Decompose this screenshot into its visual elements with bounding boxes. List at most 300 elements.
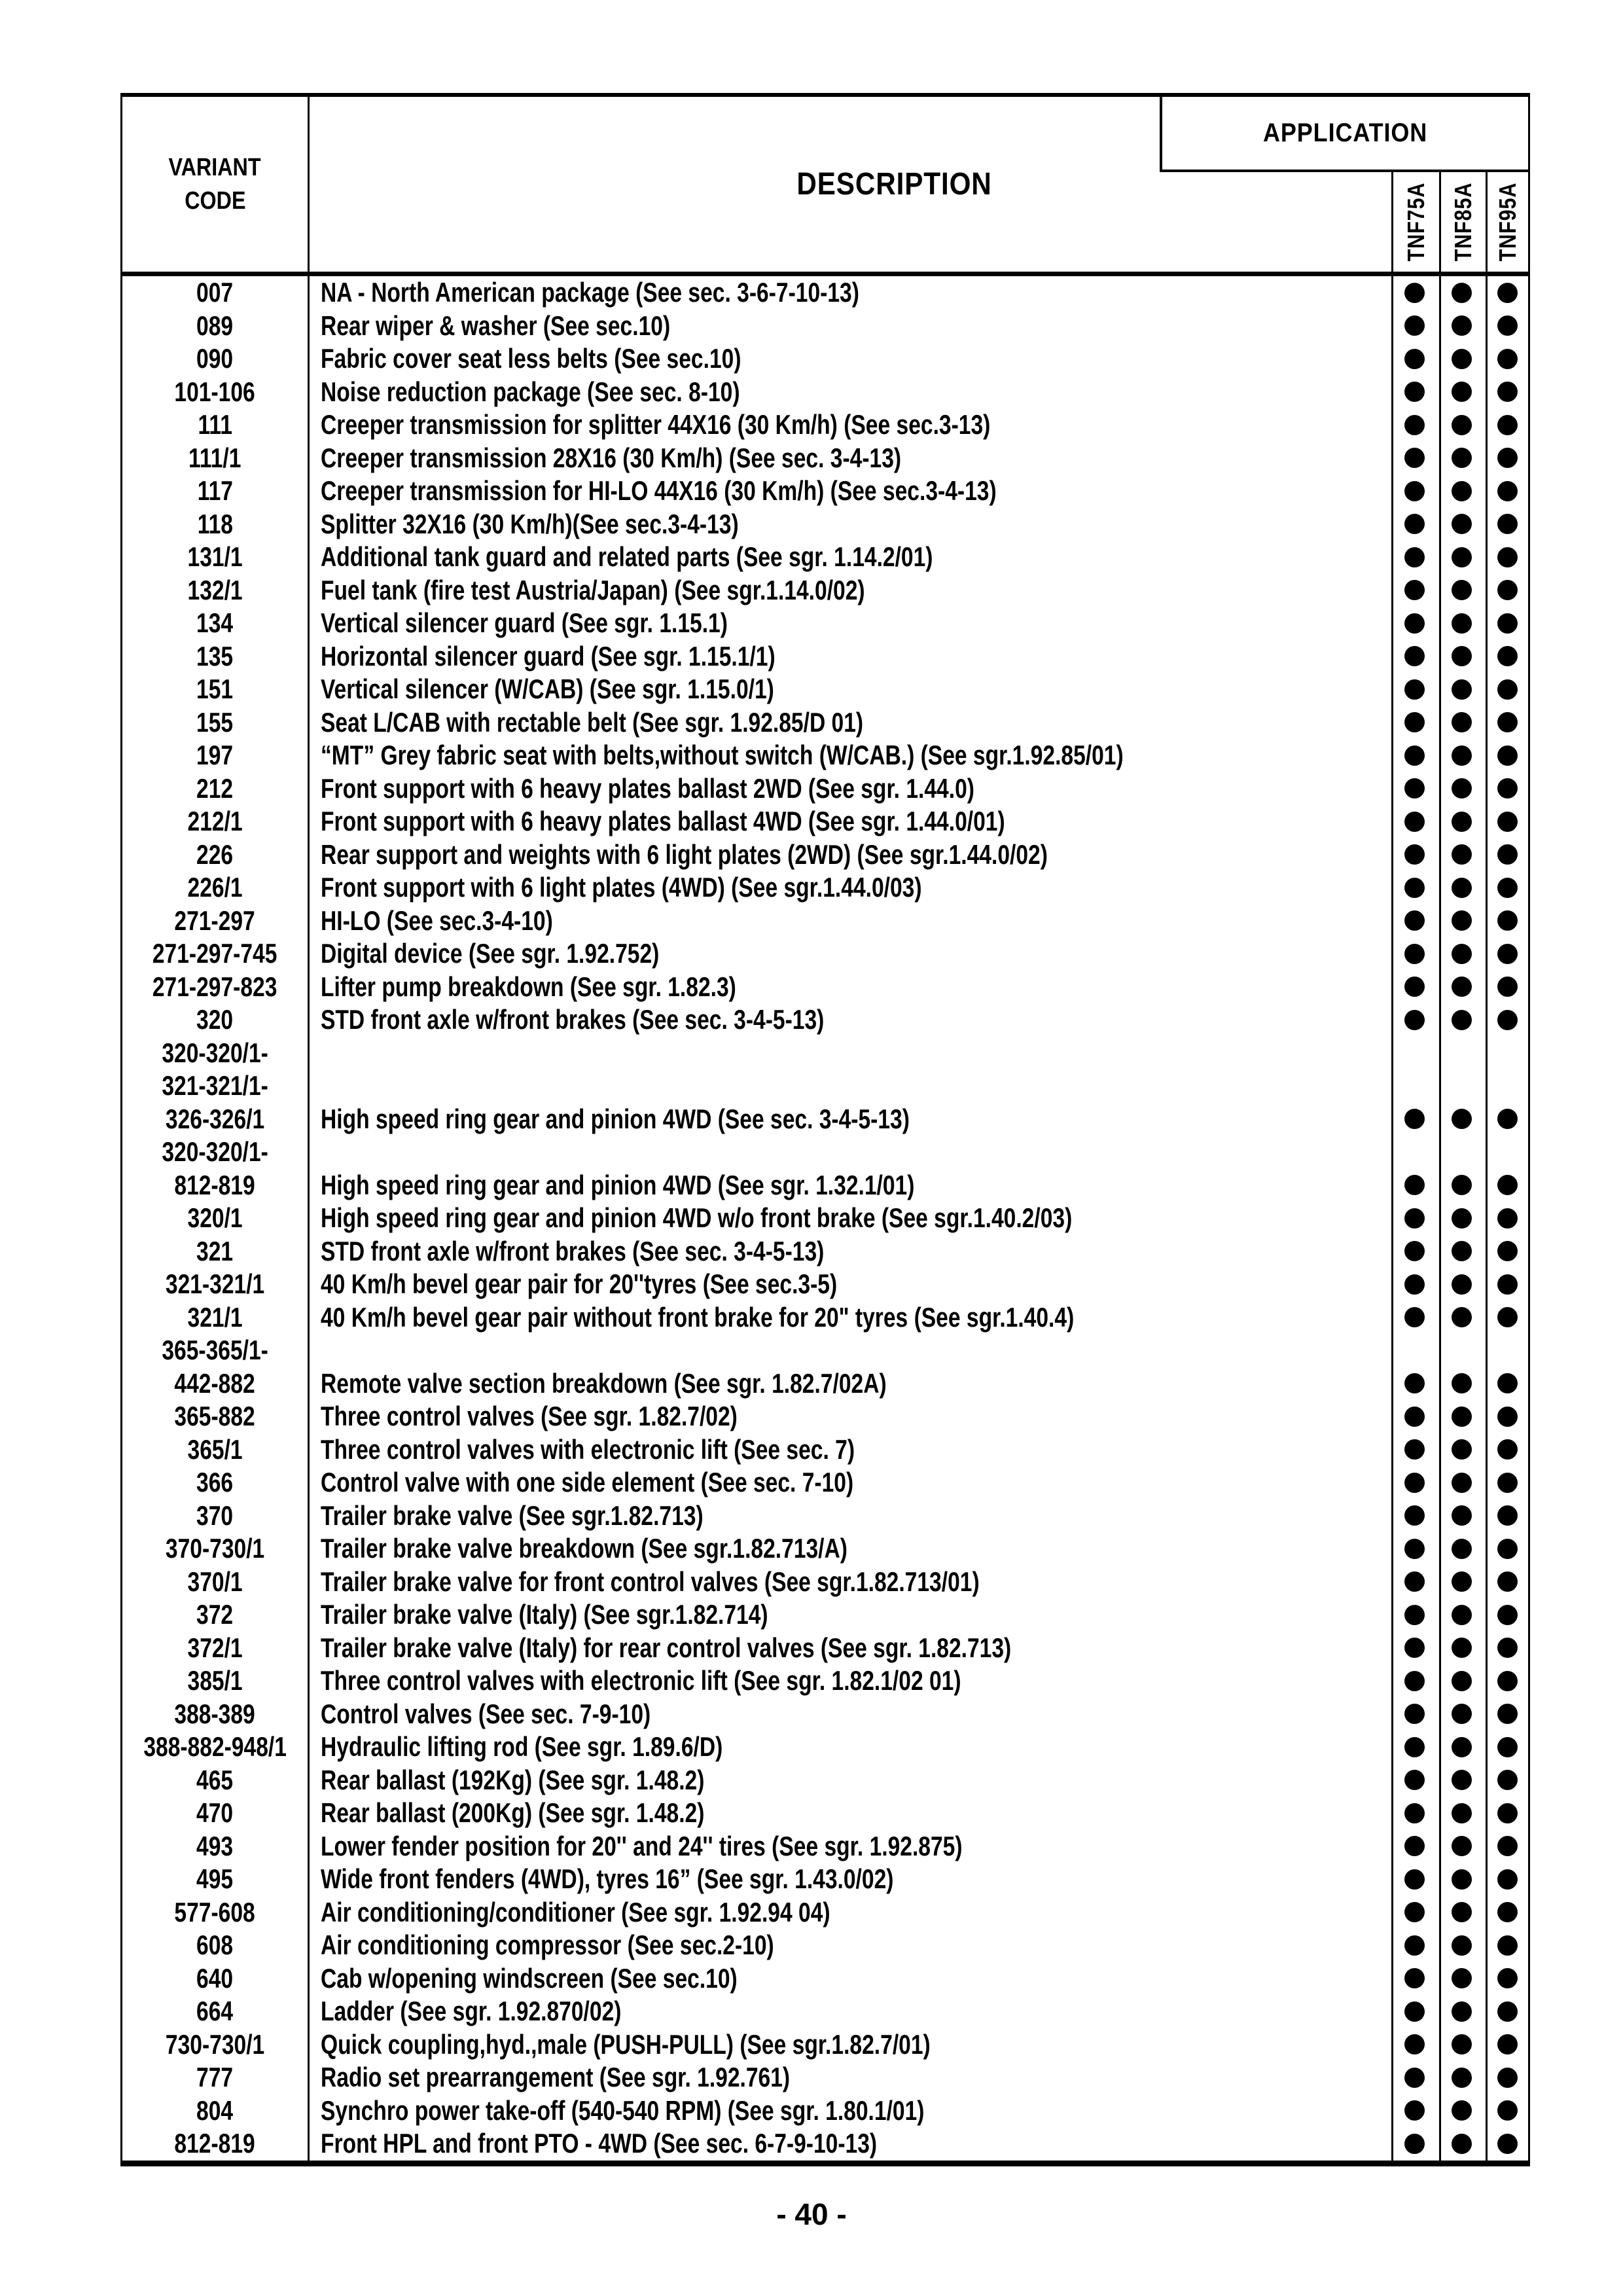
table-row <box>122 1698 1528 1731</box>
description-cell <box>321 838 1384 872</box>
variant-code-text: 777 <box>196 2062 234 2092</box>
table-row <box>122 574 1528 607</box>
application-dot-tnf75a <box>1404 283 1425 303</box>
application-dot-tnf85a <box>1452 547 1472 567</box>
variant-code-cell <box>122 1268 308 1301</box>
application-dot-tnf85a <box>1452 1010 1472 1030</box>
application-dot-tnf85a <box>1452 1605 1472 1625</box>
description-cell <box>321 1003 1384 1037</box>
variant-code-text: 320-320/1- <box>162 1136 268 1167</box>
application-dot-tnf85a <box>1452 878 1472 898</box>
application-dot-tnf75a <box>1404 1803 1425 1823</box>
description-header-label: DESCRIPTION <box>796 167 993 202</box>
table-row <box>122 937 1528 971</box>
description-text: Front support with 6 heavy plates ballast 4WD (See sgr. 1.44.0/01) <box>321 806 1005 836</box>
application-dot-tnf85a <box>1452 1935 1472 1956</box>
variant-code-text: 493 <box>196 1830 234 1861</box>
application-dot-tnf95a <box>1497 646 1518 666</box>
description-text: Synchro power take-off (540-540 RPM) (See sgr. 1.80.1/01) <box>321 2094 925 2126</box>
application-dot-tnf75a <box>1404 1737 1425 1757</box>
variant-code-text: 320/1 <box>187 1202 243 1233</box>
variant-code-cell <box>122 971 308 1004</box>
variant-code-cell <box>122 739 308 772</box>
variant-code-text: 118 <box>197 508 233 539</box>
variant-code-cell <box>122 905 308 938</box>
application-dot-tnf75a <box>1404 646 1425 666</box>
application-dot-tnf85a <box>1452 944 1472 964</box>
table-row <box>122 673 1528 706</box>
application-dot-tnf85a <box>1452 1505 1472 1526</box>
application-dot-tnf85a <box>1452 712 1472 732</box>
variant-code-text: 321-321/1 <box>165 1268 265 1299</box>
application-dot-tnf85a <box>1452 910 1472 931</box>
description-cell <box>321 541 1384 574</box>
variant-code-text: 372/1 <box>187 1632 243 1663</box>
variant-code-text: 320-320/1- <box>162 1037 268 1068</box>
description-cell <box>321 673 1384 706</box>
description-text: Trailer brake valve for front control valves (See sgr.1.82.713/01) <box>321 1566 980 1597</box>
table-row <box>122 310 1528 343</box>
application-dot-tnf95a <box>1497 283 1518 303</box>
description-text: NA - North American package (See sec. 3-6-7-10-13) <box>321 277 859 308</box>
variant-code-text: 577-608 <box>174 1896 256 1928</box>
description-cell <box>321 1334 1384 1367</box>
description-text: Lifter pump breakdown (See sgr. 1.82.3) <box>321 971 736 1002</box>
application-dot-tnf95a <box>1497 514 1518 534</box>
application-dot-tnf95a <box>1497 1539 1518 1559</box>
variant-code-text: 365-365/1- <box>162 1335 268 1365</box>
description-cell <box>321 1202 1384 1235</box>
description-text: Seat L/CAB with rectable belt (See sgr. 1.92.85/D 01) <box>321 706 864 738</box>
variant-code-text: 812-819 <box>174 2128 256 2159</box>
description-cell <box>321 1731 1384 1764</box>
description-cell <box>321 607 1384 640</box>
variant-code-cell <box>122 376 308 409</box>
application-dot-tnf85a <box>1452 613 1472 634</box>
application-header <box>1162 97 1528 170</box>
description-text: Control valve with one side element (See sec. 7-10) <box>321 1467 854 1498</box>
application-dot-tnf95a <box>1497 1407 1518 1427</box>
description-text: Front support with 6 heavy plates ballast 2WD (See sgr. 1.44.0) <box>321 772 974 804</box>
table-row <box>122 1466 1528 1499</box>
table-row <box>122 1400 1528 1433</box>
table-row <box>122 1797 1528 1830</box>
application-dot-tnf85a <box>1452 1638 1472 1658</box>
model-header-tnf85a <box>1441 172 1486 272</box>
description-text: 40 Km/h bevel gear pair without front brake for 20" tyres (See sgr.1.40.4) <box>321 1301 1075 1333</box>
application-dot-tnf75a <box>1404 1407 1425 1427</box>
variant-code-text: 271-297-745 <box>152 938 277 969</box>
application-dot-tnf85a <box>1452 1571 1472 1592</box>
variant-code-text: 321 <box>196 1235 234 1266</box>
description-cell <box>321 1929 1384 1962</box>
table-row <box>122 1962 1528 1996</box>
table-row <box>122 838 1528 872</box>
variant-code-cell <box>122 1169 308 1202</box>
variant-code-text: 804 <box>196 2094 234 2126</box>
application-dot-tnf85a <box>1452 1439 1472 1460</box>
table-row <box>122 1334 1528 1367</box>
application-dot-tnf75a <box>1404 514 1425 534</box>
description-text: Rear ballast (192Kg) (See sgr. 1.48.2) <box>321 1764 705 1795</box>
application-dot-tnf85a <box>1452 1175 1472 1195</box>
application-dot-tnf85a <box>1452 778 1472 798</box>
variant-code-header <box>122 97 308 272</box>
description-text: Trailer brake valve breakdown (See sgr.1.82.713/A) <box>321 1533 847 1564</box>
table-row <box>122 2028 1528 2062</box>
description-text: Cab w/opening windscreen (See sec.10) <box>321 1962 738 1994</box>
description-cell <box>321 342 1384 376</box>
application-dot-tnf75a <box>1404 878 1425 898</box>
application-dot-tnf95a <box>1497 1010 1518 1030</box>
table-row <box>122 342 1528 376</box>
application-dot-tnf75a <box>1404 1241 1425 1261</box>
application-dot-tnf85a <box>1452 1473 1472 1493</box>
application-dot-tnf95a <box>1497 2001 1518 2022</box>
table-row <box>122 1995 1528 2028</box>
description-cell <box>321 1136 1384 1169</box>
variant-code-cell <box>122 805 308 838</box>
description-text: Trailer brake valve (Italy) for rear control valves (See sgr. 1.82.713) <box>321 1632 1012 1663</box>
description-text: Fabric cover seat less belts (See sec.10) <box>321 343 741 374</box>
application-dot-tnf85a <box>1452 1539 1472 1559</box>
application-dot-tnf75a <box>1404 1505 1425 1526</box>
table-row <box>122 1367 1528 1401</box>
description-cell <box>321 905 1384 938</box>
application-dot-tnf85a <box>1452 514 1472 534</box>
table-row <box>122 1268 1528 1301</box>
variant-code-header-line1: VARIANT <box>168 154 262 182</box>
application-dot-tnf95a <box>1497 712 1518 732</box>
description-text: Digital device (See sgr. 1.92.752) <box>321 938 660 969</box>
variant-code-cell <box>122 1532 308 1566</box>
variant-code-cell <box>122 310 308 343</box>
variant-code-text: 388-882-948/1 <box>143 1731 287 1762</box>
application-dot-tnf75a <box>1404 415 1425 435</box>
variant-code-cell <box>122 607 308 640</box>
variant-code-text: 151 <box>196 673 234 704</box>
application-dot-tnf95a <box>1497 1836 1518 1856</box>
variant-code-text: 132/1 <box>187 574 243 605</box>
description-text: 40 Km/h bevel gear pair for 20''tyres (See sec.3-5) <box>321 1268 838 1299</box>
description-text: Creeper transmission 28X16 (30 Km/h) (See sec. 3-4-13) <box>321 442 902 473</box>
application-dot-tnf85a <box>1452 2100 1472 2121</box>
table-row <box>122 1929 1528 1962</box>
table-row <box>122 508 1528 541</box>
application-dot-tnf75a <box>1404 1869 1425 1890</box>
description-cell <box>321 310 1384 343</box>
table-row <box>122 1664 1528 1698</box>
table-row <box>122 1566 1528 1599</box>
application-dot-tnf75a <box>1404 382 1425 402</box>
variant-code-cell <box>122 871 308 905</box>
description-text: Wide front fenders (4WD), tyres 16” (See sgr. 1.43.0/02) <box>321 1863 894 1894</box>
table-row <box>122 1863 1528 1896</box>
application-dot-tnf75a <box>1404 1638 1425 1658</box>
description-cell <box>321 1433 1384 1467</box>
description-text: High speed ring gear and pinion 4WD w/o front brake (See sgr.1.40.2/03) <box>321 1202 1073 1233</box>
variant-code-cell <box>122 1367 308 1401</box>
table-row <box>122 2061 1528 2094</box>
variant-code-text: 495 <box>196 1863 234 1894</box>
variant-code-cell <box>122 706 308 740</box>
description-cell <box>321 1499 1384 1533</box>
description-cell <box>321 1995 1384 2028</box>
application-dot-tnf95a <box>1497 1473 1518 1493</box>
description-text: Three control valves (See sgr. 1.82.7/02) <box>321 1401 738 1431</box>
variant-code-text: 089 <box>196 310 234 341</box>
description-text: Front HPL and front PTO - 4WD (See sec. 6-7-9-10-13) <box>321 2128 878 2159</box>
table-row <box>122 1103 1528 1136</box>
description-text: Trailer brake valve (Italy) (See sgr.1.82.714) <box>321 1599 768 1630</box>
table-row <box>122 805 1528 838</box>
application-dot-tnf85a <box>1452 415 1472 435</box>
description-text: High speed ring gear and pinion 4WD (See sec. 3-4-5-13) <box>321 1103 910 1134</box>
variant-code-text: 117 <box>197 475 233 506</box>
description-cell <box>321 937 1384 971</box>
description-cell <box>321 1698 1384 1731</box>
table-row <box>122 1499 1528 1533</box>
variant-code-text: 370 <box>196 1499 234 1531</box>
application-dot-tnf95a <box>1497 1274 1518 1295</box>
application-dot-tnf95a <box>1497 1605 1518 1625</box>
table-row <box>122 1764 1528 1797</box>
application-dot-tnf75a <box>1404 844 1425 865</box>
application-dot-tnf75a <box>1404 580 1425 600</box>
description-text: STD front axle w/front brakes (See sec. 3-4-5-13) <box>321 1235 825 1266</box>
variant-code-cell <box>122 1962 308 1996</box>
application-dot-tnf95a <box>1497 2034 1518 2054</box>
variant-code-text: 465 <box>196 1764 234 1795</box>
description-text: Rear support and weights with 6 light plates (2WD) (See sgr.1.44.0/02) <box>321 838 1048 870</box>
table-row <box>122 1896 1528 1929</box>
application-dot-tnf75a <box>1404 812 1425 832</box>
description-cell <box>321 2127 1384 2161</box>
variant-code-cell <box>122 1003 308 1037</box>
application-dot-tnf75a <box>1404 1010 1425 1030</box>
application-dot-tnf85a <box>1452 646 1472 666</box>
variant-code-cell <box>122 838 308 872</box>
description-cell <box>321 1764 1384 1797</box>
description-text: Ladder (See sgr. 1.92.870/02) <box>321 1996 622 2026</box>
variant-code-text: 365/1 <box>187 1433 243 1465</box>
application-dot-tnf75a <box>1404 910 1425 931</box>
variant-code-cell <box>122 1433 308 1467</box>
application-dot-tnf75a <box>1404 1704 1425 1724</box>
variant-code-text: 226/1 <box>187 872 243 903</box>
application-dot-tnf95a <box>1497 745 1518 766</box>
variant-code-cell <box>122 2061 308 2094</box>
application-dot-tnf75a <box>1404 1439 1425 1460</box>
application-dot-tnf75a <box>1404 977 1425 997</box>
application-dot-tnf95a <box>1497 1671 1518 1691</box>
variant-code-cell <box>122 1103 308 1136</box>
table-row <box>122 1598 1528 1632</box>
description-text: Rear ballast (200Kg) (See sgr. 1.48.2) <box>321 1797 705 1828</box>
description-text: Remote valve section breakdown (See sgr. 1.82.7/02A) <box>321 1367 887 1399</box>
variant-code-text: 812-819 <box>174 1169 256 1200</box>
application-dot-tnf95a <box>1497 547 1518 567</box>
application-dot-tnf85a <box>1452 315 1472 336</box>
application-dot-tnf75a <box>1404 679 1425 700</box>
variant-code-cell <box>122 1235 308 1268</box>
application-dot-tnf95a <box>1497 2068 1518 2088</box>
variant-code-text: 271-297 <box>174 905 256 936</box>
application-dot-tnf75a <box>1404 613 1425 634</box>
variant-code-header-line2: CODE <box>184 187 246 215</box>
application-dot-tnf75a <box>1404 481 1425 501</box>
application-dot-tnf95a <box>1497 1571 1518 1592</box>
description-text: Trailer brake valve (See sgr.1.82.713) <box>321 1499 704 1531</box>
variant-code-text: 365-882 <box>174 1401 256 1431</box>
application-dot-tnf85a <box>1452 2068 1472 2088</box>
description-text: Front support with 6 light plates (4WD) (See sgr.1.44.0/03) <box>321 872 922 903</box>
application-dot-tnf95a <box>1497 580 1518 600</box>
application-dot-tnf85a <box>1452 1109 1472 1129</box>
description-text: Air conditioning compressor (See sec.2-10) <box>321 1929 774 1960</box>
variant-code-cell <box>122 673 308 706</box>
table-row <box>122 442 1528 475</box>
variant-code-text: 664 <box>196 1996 234 2026</box>
application-dot-tnf95a <box>1497 315 1518 336</box>
variant-code-text: 385/1 <box>187 1665 243 1696</box>
variant-code-cell <box>122 1731 308 1764</box>
application-dot-tnf75a <box>1404 1605 1425 1625</box>
description-text: Control valves (See sec. 7-9-10) <box>321 1698 651 1729</box>
application-dot-tnf75a <box>1404 315 1425 336</box>
variant-code-text: 271-297-823 <box>152 971 277 1002</box>
model-label-tnf75a: TNF75A <box>1402 182 1429 262</box>
description-cell <box>321 574 1384 607</box>
variant-code-cell <box>122 1863 308 1896</box>
variant-code-cell <box>122 1499 308 1533</box>
description-cell <box>321 2094 1384 2128</box>
application-dot-tnf95a <box>1497 613 1518 634</box>
description-text: Three control valves with electronic lift (See sec. 7) <box>321 1433 855 1465</box>
variant-code-cell <box>122 1995 308 2028</box>
application-dot-tnf85a <box>1452 977 1472 997</box>
description-cell <box>321 1566 1384 1599</box>
description-text: Radio set prearrangement (See sgr. 1.92.761) <box>321 2062 791 2092</box>
variant-code-cell <box>122 640 308 673</box>
variant-code-cell <box>122 1830 308 1863</box>
description-cell <box>321 706 1384 740</box>
application-dot-tnf95a <box>1497 415 1518 435</box>
variant-code-cell <box>122 937 308 971</box>
application-dot-tnf75a <box>1404 1902 1425 1922</box>
application-dot-tnf95a <box>1497 1902 1518 1922</box>
table-row <box>122 2094 1528 2128</box>
variant-code-text: 111/1 <box>188 442 241 473</box>
application-dot-tnf75a <box>1404 1175 1425 1195</box>
application-dot-tnf75a <box>1404 1208 1425 1229</box>
application-dot-tnf85a <box>1452 679 1472 700</box>
description-cell <box>321 1962 1384 1996</box>
application-dot-tnf85a <box>1452 481 1472 501</box>
variant-code-text: 007 <box>196 277 234 308</box>
variant-code-cell <box>122 541 308 574</box>
table-row <box>122 905 1528 938</box>
description-cell <box>321 408 1384 442</box>
application-dot-tnf85a <box>1452 580 1472 600</box>
description-cell <box>321 1103 1384 1136</box>
application-dot-tnf95a <box>1497 1638 1518 1658</box>
table-row <box>122 1069 1528 1103</box>
table-row <box>122 1003 1528 1037</box>
table-row <box>122 1632 1528 1665</box>
description-cell <box>321 1632 1384 1665</box>
application-dot-tnf85a <box>1452 2134 1472 2154</box>
application-dot-tnf75a <box>1404 1109 1425 1129</box>
application-dot-tnf85a <box>1452 1902 1472 1922</box>
description-cell <box>321 1863 1384 1896</box>
model-header-tnf75a <box>1393 172 1439 272</box>
application-dot-tnf75a <box>1404 349 1425 369</box>
variant-code-text: 320 <box>196 1004 234 1035</box>
application-dot-tnf85a <box>1452 1307 1472 1327</box>
variant-code-text: 090 <box>196 343 234 374</box>
variant-code-cell <box>122 1400 308 1433</box>
description-cell <box>321 1532 1384 1566</box>
application-dot-tnf85a <box>1452 448 1472 468</box>
variant-code-text: 470 <box>196 1797 234 1828</box>
application-dot-tnf85a <box>1452 812 1472 832</box>
variant-code-cell <box>122 1632 308 1665</box>
description-text: Fuel tank (fire test Austria/Japan) (See sgr.1.14.0/02) <box>321 574 865 605</box>
variant-code-cell <box>122 1598 308 1632</box>
application-dot-tnf85a <box>1452 1671 1472 1691</box>
description-cell <box>321 971 1384 1004</box>
application-dot-tnf75a <box>1404 2134 1425 2154</box>
variant-code-text: 640 <box>196 1962 234 1994</box>
description-text: Creeper transmission for splitter 44X16 (30 Km/h) (See sec.3-13) <box>321 409 991 440</box>
description-cell <box>321 276 1384 310</box>
application-dot-tnf95a <box>1497 1770 1518 1790</box>
variant-code-text: 370/1 <box>187 1566 243 1597</box>
description-cell <box>321 1896 1384 1929</box>
description-cell <box>321 2028 1384 2062</box>
description-text: Splitter 32X16 (30 Km/h)(See sec.3-4-13) <box>321 508 739 539</box>
application-dot-tnf75a <box>1404 2068 1425 2088</box>
table-row <box>122 871 1528 905</box>
application-dot-tnf85a <box>1452 1241 1472 1261</box>
application-dot-tnf85a <box>1452 1407 1472 1427</box>
description-cell <box>321 1400 1384 1433</box>
application-dot-tnf95a <box>1497 2100 1518 2121</box>
variant-code-text: 226 <box>196 838 234 870</box>
description-cell <box>321 1830 1384 1863</box>
table-row <box>122 1301 1528 1335</box>
description-text: Creeper transmission for HI-LO 44X16 (30 Km/h) (See sec.3-4-13) <box>321 475 997 506</box>
application-dot-tnf95a <box>1497 1505 1518 1526</box>
application-dot-tnf85a <box>1452 1968 1472 1988</box>
variant-code-cell <box>122 1069 308 1103</box>
description-text: STD front axle w/front brakes (See sec. 3-4-5-13) <box>321 1004 825 1035</box>
table-row <box>122 971 1528 1004</box>
application-dot-tnf95a <box>1497 1968 1518 1988</box>
description-cell <box>321 1797 1384 1830</box>
table-row <box>122 706 1528 740</box>
application-dot-tnf85a <box>1452 2001 1472 2022</box>
table-row <box>122 276 1528 310</box>
variant-code-cell <box>122 1202 308 1235</box>
description-text: Hydraulic lifting rod (See sgr. 1.89.6/D) <box>321 1731 723 1762</box>
application-dot-tnf95a <box>1497 382 1518 402</box>
application-dot-tnf95a <box>1497 1208 1518 1229</box>
variant-code-text: 111 <box>198 409 232 440</box>
application-dot-tnf75a <box>1404 944 1425 964</box>
application-dot-tnf75a <box>1404 1373 1425 1393</box>
